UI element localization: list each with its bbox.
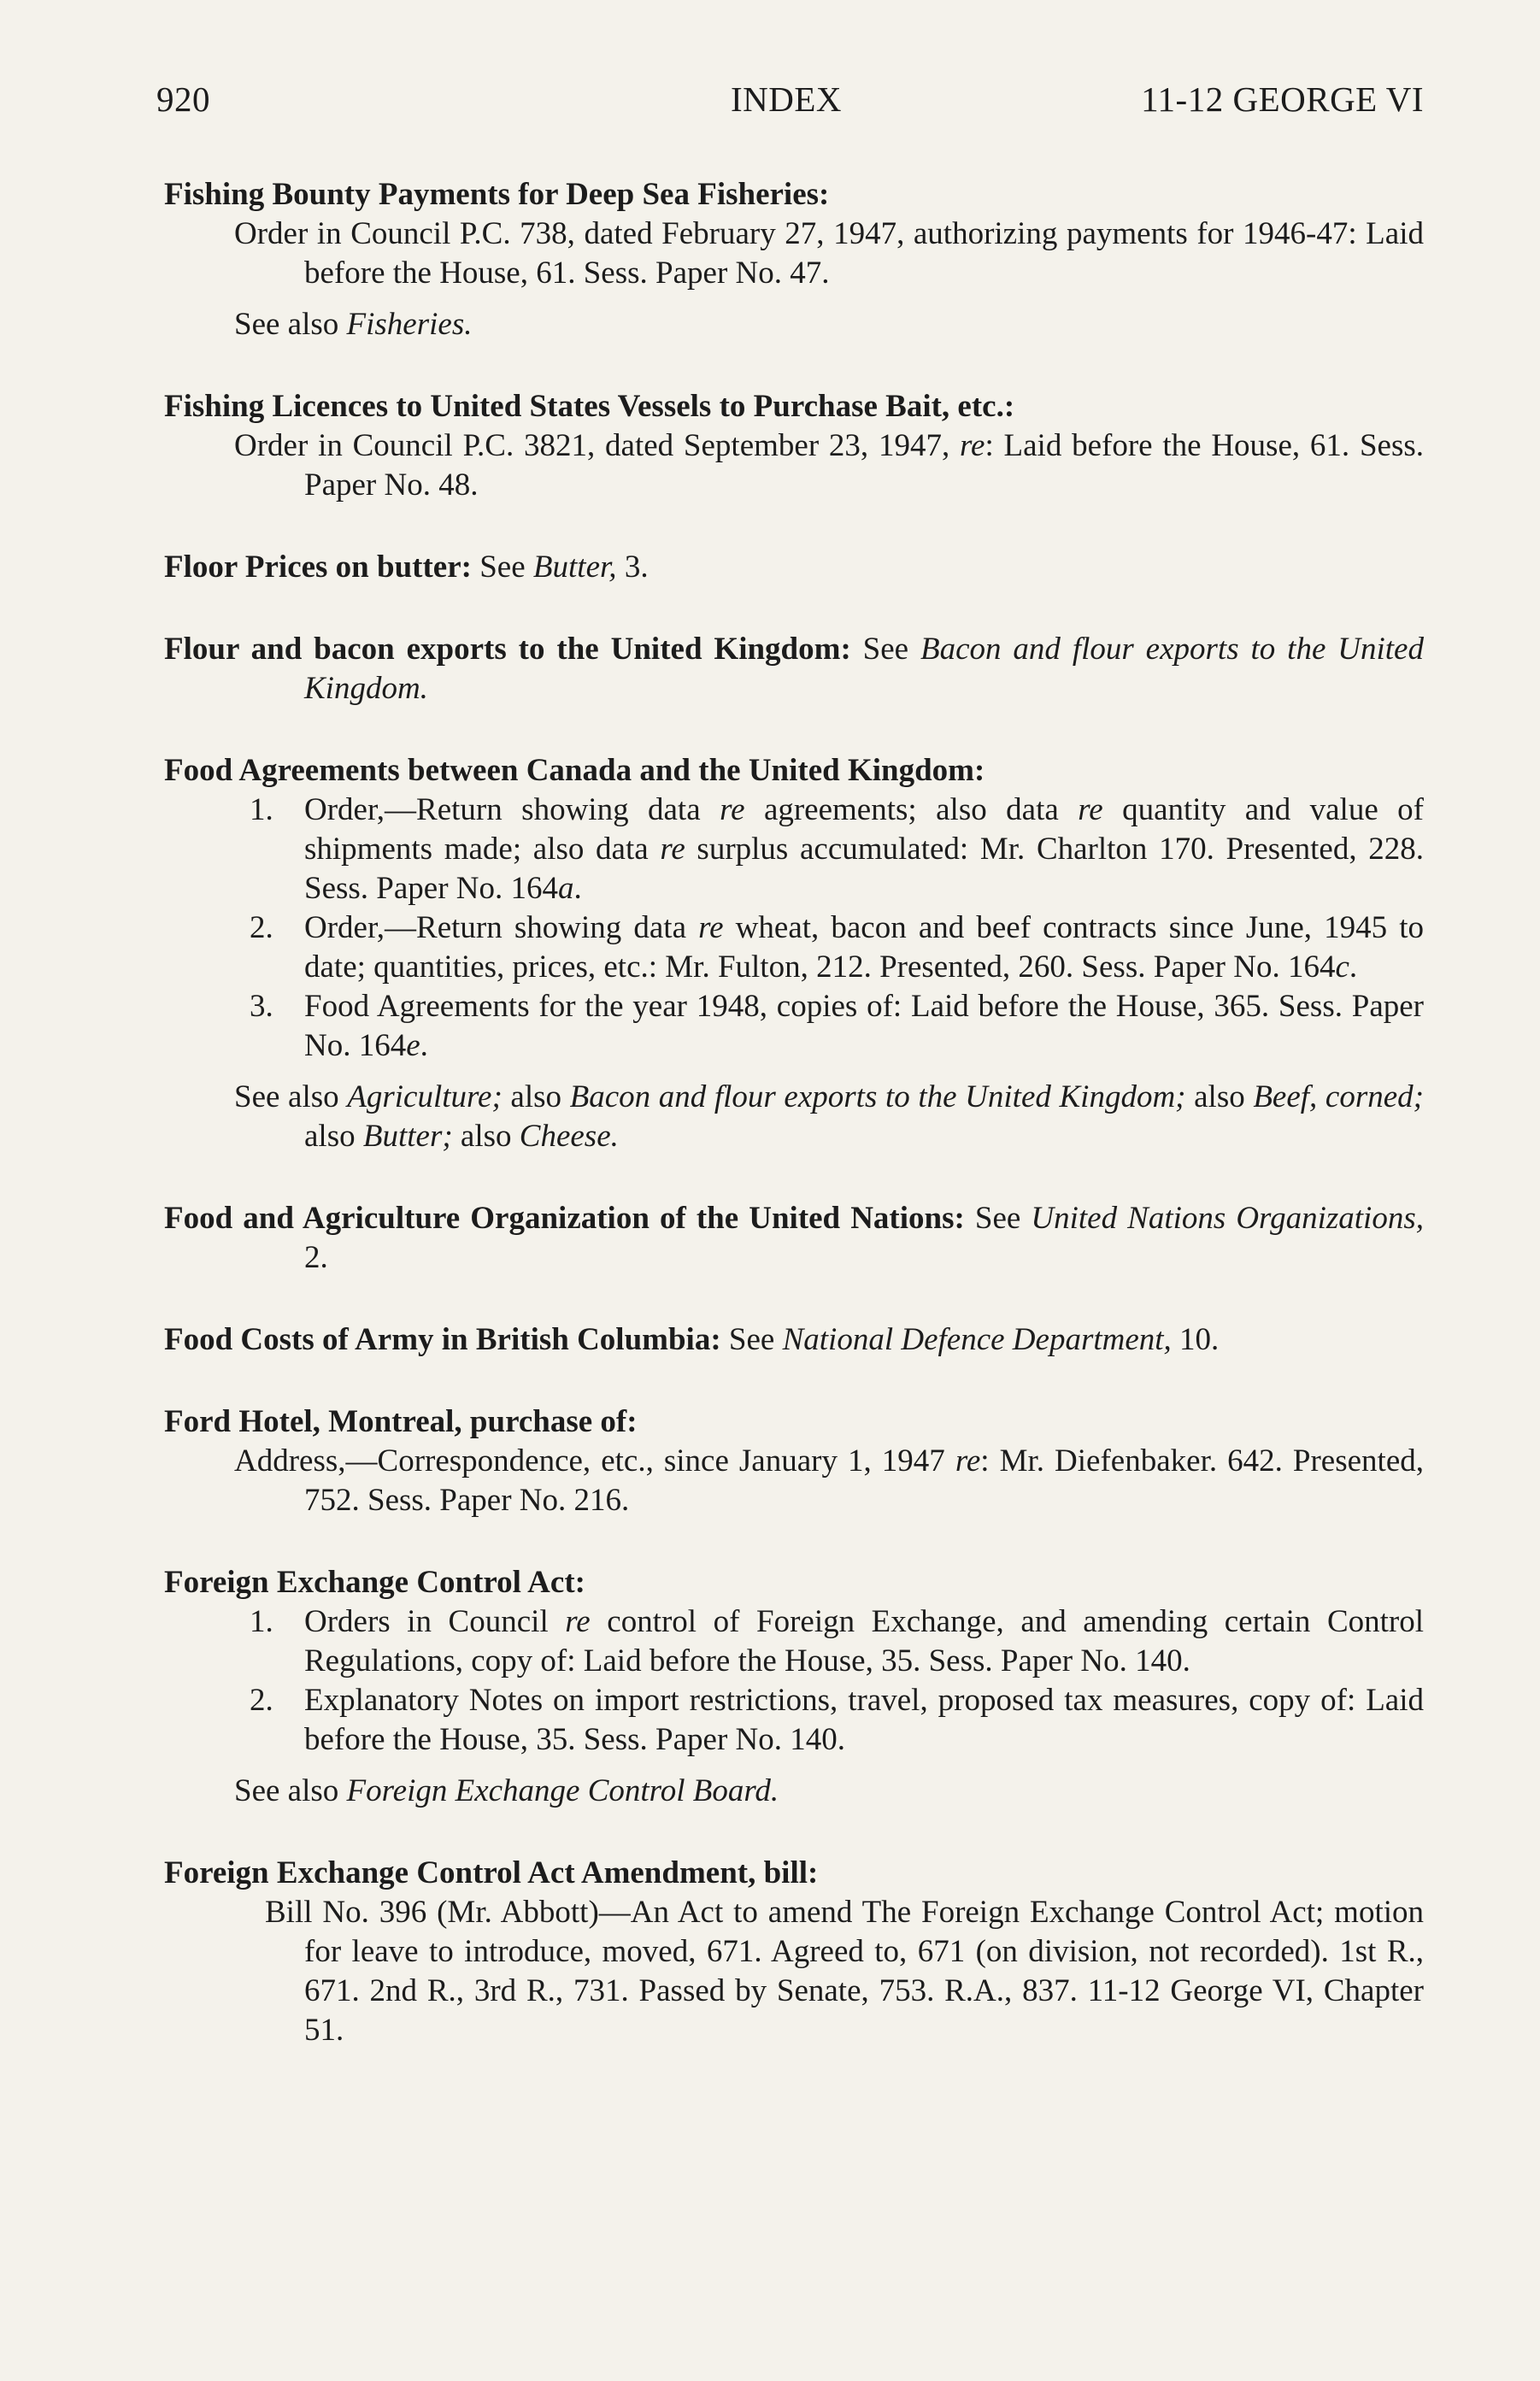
entry-subitem: Bill No. 396 (Mr. Abbott)—An Act to amend The Foreign Exchange Control Act; motion for leave to introduce, moved, 671. Agreed to, 671 (on division, not recorded). 1st R., 671. 2nd R., 3rd R., 731. Passed by Senate, 753. R.A., 837. 11-12 George VI, Chapter 51.	[265, 1895, 1424, 2048]
entry-flour-bacon: Flour and bacon exports to the United Kingdom: See Bacon and flour exports to the United Kingdom.	[164, 632, 1424, 706]
cross-reference: Bacon and flour exports to the United Kingdom;	[569, 1079, 1186, 1114]
cross-reference: Butter;	[362, 1119, 453, 1154]
numbered-item: 2. Explanatory Notes on import restrictions, travel, proposed tax measures, copy of: Laid before the House, 35. Sess. Paper No. 140.	[250, 1683, 1424, 1757]
entry-subitem: Order in Council P.C. 738, dated February 27, 1947, authorizing payments for 1946-47: Laid before the House, 61. Sess. Paper No. 47.	[234, 216, 1424, 291]
entry-fishing-bounty	[164, 175, 1424, 344]
entry-heading: Foreign Exchange Control Act Amendment, bill:	[164, 1855, 819, 1890]
numbered-item: 1. Order,—Return showing data re agreements; also data re quantity and value of shipments made; also data re surplus accumulated: Mr. Charlton 170. Presented, 228. Sess. Paper No. 164a.	[250, 792, 1424, 906]
running-head	[156, 79, 1424, 123]
entry-subitem: Order in Council P.C. 3821, dated September 23, 1947, re: Laid before the House, 61. Sess. Paper No. 48.	[234, 428, 1424, 503]
entry-ford-hotel	[164, 1402, 1424, 1520]
cross-reference: United Nations Organizations,	[1031, 1201, 1424, 1236]
entry-heading: Food Costs of Army in British Columbia:	[164, 1322, 721, 1357]
running-head-title: INDEX	[731, 79, 843, 119]
cross-reference: National Defence Department,	[782, 1322, 1172, 1357]
numbered-item: 3. Food Agreements for the year 1948, copies of: Laid before the House, 365. Sess. Paper No. 164e.	[250, 989, 1424, 1063]
entry-heading: Ford Hotel, Montreal, purchase of:	[164, 1404, 638, 1439]
entry-heading: Foreign Exchange Control Act:	[164, 1565, 585, 1600]
see-also: See also Foreign Exchange Control Board.	[234, 1773, 779, 1808]
entry-fx-control-act	[164, 1563, 1424, 1811]
entry-subitem: Address,—Correspondence, etc., since January 1, 1947 re: Mr. Diefenbaker. 642. Presented, 752. Sess. Paper No. 216.	[234, 1443, 1424, 1518]
see-also: See also Fisheries.	[234, 307, 473, 342]
see-also: See also Agriculture; also Bacon and flour exports to the United Kingdom; also Beef, corned; also Butter; also Cheese.	[234, 1079, 1424, 1154]
cross-reference: Foreign Exchange Control Board.	[346, 1773, 779, 1808]
entry-fx-control-amendment	[164, 1854, 1424, 2050]
entry-heading: Fishing Licences to United States Vessels to Purchase Bait, etc.:	[164, 389, 1015, 424]
cross-reference: Beef, corned;	[1253, 1079, 1424, 1114]
cross-reference: Fisheries.	[346, 307, 473, 342]
cross-reference: Bacon and flour exports to the United Kingdom.	[304, 632, 1424, 706]
cross-reference: Butter,	[532, 550, 617, 585]
running-head-volume: 11-12 GEORGE VI	[1141, 79, 1424, 119]
entry-floor-prices: Floor Prices on butter: See Butter, 3.	[164, 550, 649, 585]
numbered-item: 2. Order,—Return showing data re wheat, bacon and beef contracts since June, 1945 to date; quantities, prices, etc.: Mr. Fulton, 212. Presented, 260. Sess. Paper No. 164c.	[250, 910, 1424, 985]
numbered-item: 1. Orders in Council re control of Foreign Exchange, and amending certain Control Regulations, copy of: Laid before the House, 35. Sess. Paper No. 140.	[250, 1604, 1424, 1678]
entry-fao: Food and Agriculture Organization of the United Nations: See United Nations Organizations, 2.	[164, 1201, 1424, 1275]
entry-heading: Flour and bacon exports to the United Kingdom:	[164, 632, 851, 667]
entry-food-costs: Food Costs of Army in British Columbia: See National Defence Department, 10.	[164, 1322, 1220, 1357]
cross-reference: Agriculture;	[347, 1079, 503, 1114]
page-number: 920	[156, 79, 210, 119]
cross-reference: Cheese.	[519, 1119, 619, 1154]
index-content	[164, 175, 1424, 2050]
entry-fishing-licences	[164, 387, 1424, 505]
entry-heading: Food Agreements between Canada and the United Kingdom:	[164, 753, 985, 788]
entry-heading: Food and Agriculture Organization of the United Nations:	[164, 1201, 965, 1236]
entry-heading: Floor Prices on butter:	[164, 550, 472, 585]
entry-heading: Fishing Bounty Payments for Deep Sea Fisheries:	[164, 177, 830, 212]
entry-food-agreements	[164, 751, 1424, 1156]
